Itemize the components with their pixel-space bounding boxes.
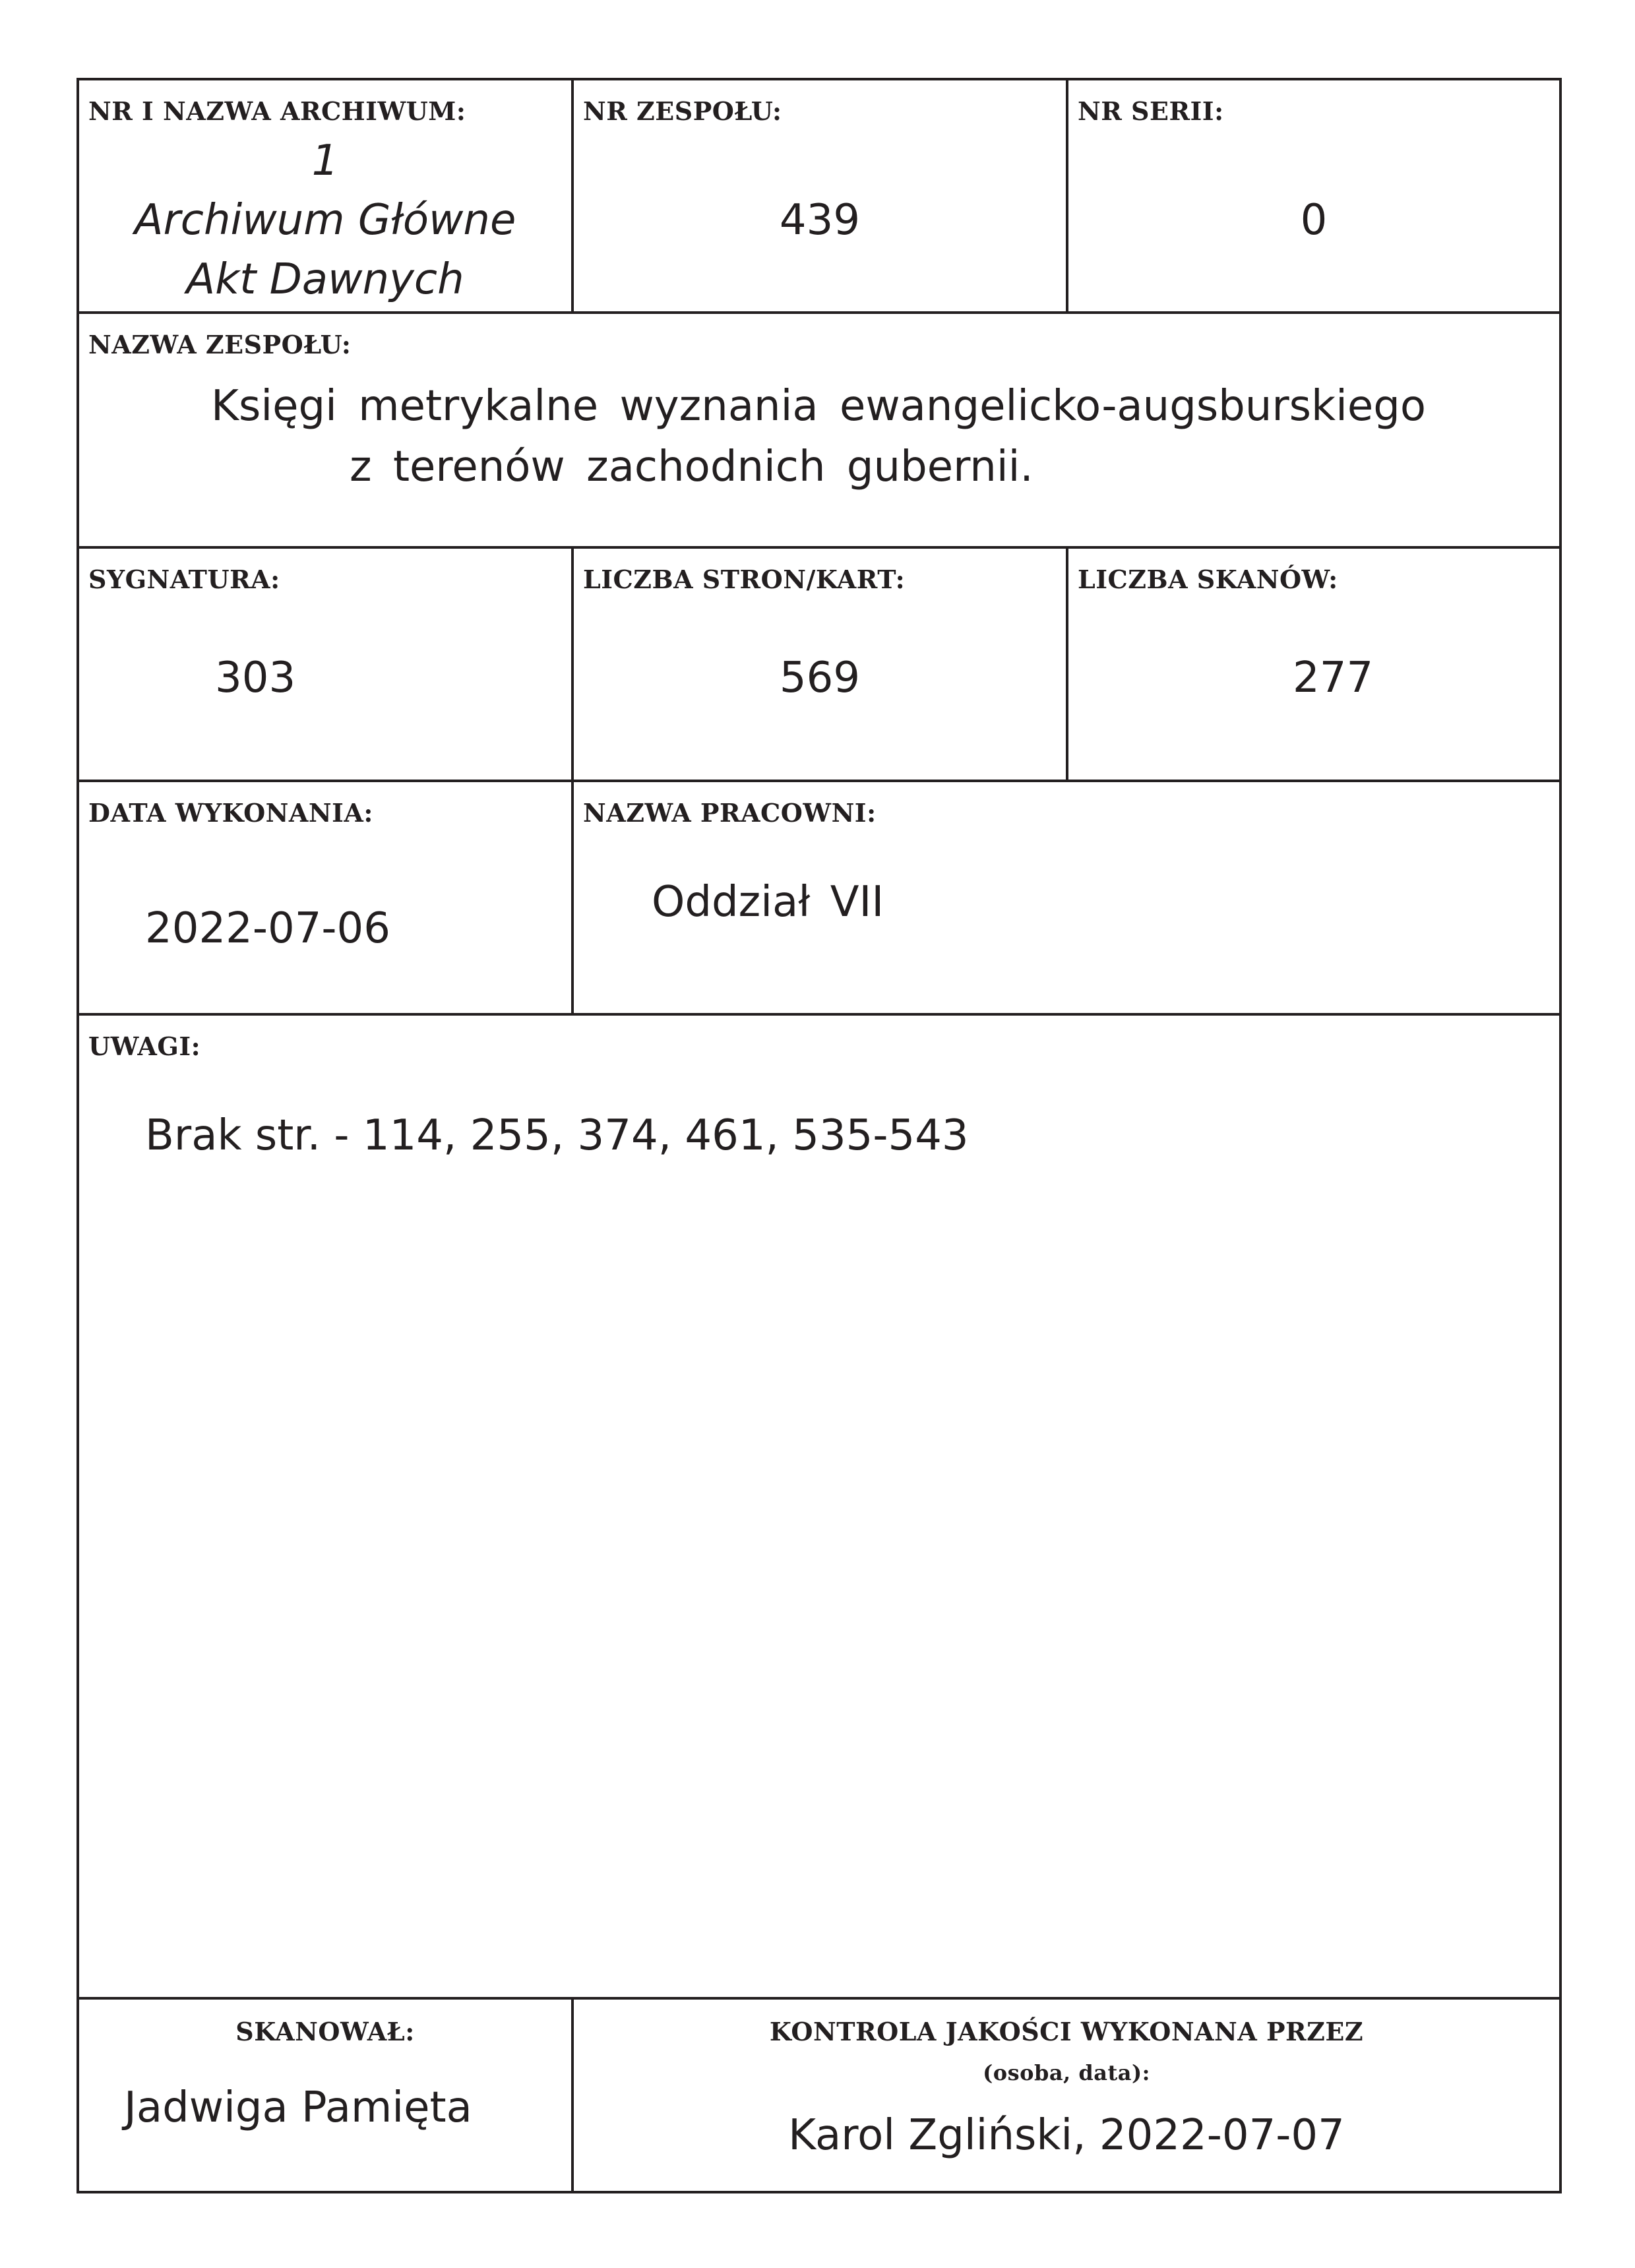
execution-date-label: DATA WYKONANIA: (88, 798, 373, 828)
quality-control-value: Karol Zgliński, 2022-07-07 (788, 2111, 1345, 2160)
notes-label: UWAGI: (88, 1031, 201, 1061)
scan-count-value: 277 (1293, 654, 1374, 702)
fond-name-cell (77, 311, 1562, 549)
scan-count-label: LICZBA SKANÓW: (1078, 565, 1338, 594)
workshop-value: Oddział VII (652, 878, 884, 927)
series-number-value: 0 (1300, 196, 1328, 245)
fond-number-label: NR ZESPOŁU: (583, 96, 782, 126)
fond-name-label: NAZWA ZESPOŁU: (88, 330, 352, 359)
quality-control-cell (571, 1997, 1562, 2193)
archive-label: NR I NAZWA ARCHIWUM: (88, 96, 466, 126)
notes-value: Brak str. - 114, 255, 374, 461, 535-543 (145, 1111, 969, 1160)
signature-value: 303 (215, 654, 296, 702)
archive-number: 1 (311, 137, 339, 185)
workshop-cell (571, 780, 1562, 1016)
scan-count-cell (1066, 546, 1562, 782)
signature-cell (77, 546, 574, 782)
page-count-cell (571, 546, 1068, 782)
signature-label: SYGNATURA: (88, 565, 280, 594)
notes-cell (77, 1013, 1562, 2000)
archive-name-line1: Archiwum Główne (134, 196, 516, 245)
scanned-by-value: Jadwiga Pamięta (124, 2083, 472, 2132)
fond-name-line1: Księgi metrykalne wyznania ewangelicko-augsburskiego (211, 382, 1426, 431)
page-count-label: LICZBA STRON/KART: (583, 565, 906, 594)
execution-date-cell (77, 780, 574, 1016)
archive-name-line2: Akt Dawnych (186, 255, 464, 304)
series-number-label: NR SERII: (1078, 96, 1224, 126)
fond-name-line2: z terenów zachodnich gubernii. (350, 443, 1033, 491)
series-number-cell (1066, 78, 1562, 314)
scanned-by-cell (77, 1997, 574, 2193)
fond-number-cell (571, 78, 1068, 314)
scanned-by-label: SKANOWAŁ: (235, 2017, 415, 2046)
fond-number-value: 439 (779, 196, 861, 245)
quality-control-label: KONTROLA JAKOŚCI WYKONANA PRZEZ (769, 2017, 1364, 2046)
workshop-label: NAZWA PRACOWNI: (583, 798, 877, 828)
page-count-value: 569 (779, 654, 861, 702)
execution-date-value: 2022-07-06 (145, 904, 390, 953)
quality-control-sublabel: (osoba, data): (983, 2060, 1150, 2085)
archive-cell (77, 78, 574, 314)
